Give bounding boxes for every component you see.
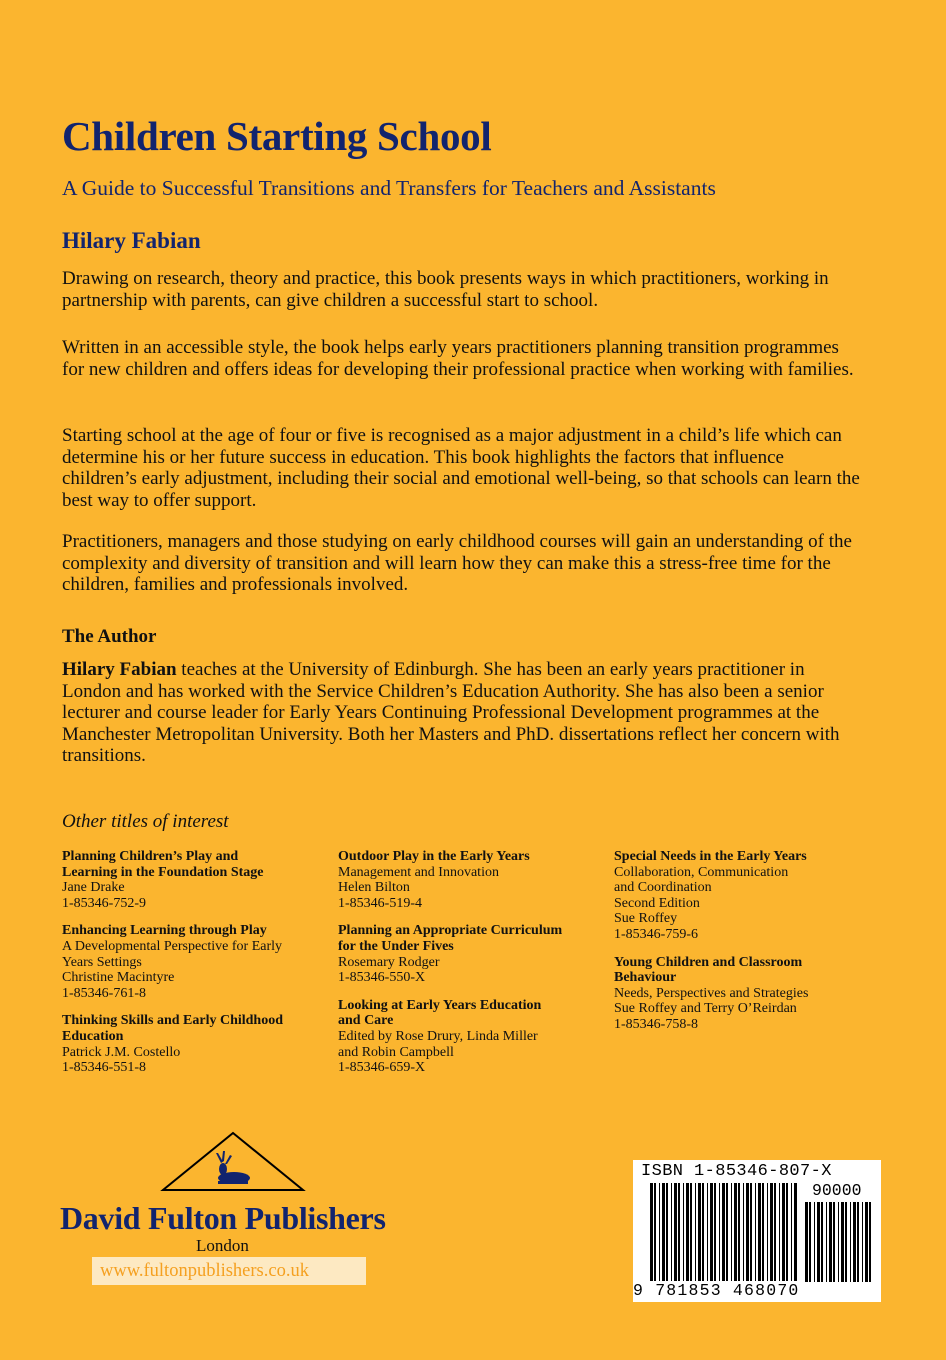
- barcode-bar: [731, 1183, 732, 1281]
- entry-title: Looking at Early Years Education: [338, 997, 542, 1013]
- entry-line: Needs, Perspectives and Strategies: [614, 985, 809, 1001]
- title-entry: [62, 1013, 322, 1075]
- book-subtitle: A Guide to Successful Transitions and Transfers for Teachers and Assistants: [62, 176, 716, 200]
- entry-title: Thinking Skills and Early Childhood: [62, 1013, 283, 1029]
- entry-isbn: 1-85346-761-8: [62, 985, 146, 1001]
- title-entry: [614, 955, 874, 1033]
- barcode-bar: [774, 1183, 776, 1281]
- blurb-paragraph: Starting school at the age of four or five is recognised as a major adjustment in a child’s life which can determine his or her future success in education. This book highlights the factors that influence children’s early adjustment, including their social and emotional well-being, so that schools can learn the best way to offer support.: [62, 425, 860, 511]
- barcode-bar: [702, 1183, 704, 1281]
- barcode-bar: [762, 1183, 764, 1281]
- entry-isbn: 1-85346-758-8: [614, 1016, 698, 1032]
- entry-title: Education: [62, 1028, 124, 1044]
- entry-title: for the Under Fives: [338, 938, 454, 954]
- ean-digits: 9 781853 468070: [633, 1281, 800, 1300]
- barcode-bar: [714, 1183, 716, 1281]
- barcode-bar: [853, 1202, 856, 1282]
- barcode-bar: [786, 1183, 788, 1281]
- entry-title: Learning in the Foundation Stage: [62, 864, 264, 880]
- entry-title: Enhancing Learning through Play: [62, 923, 267, 939]
- entry-title: Outdoor Play in the Early Years: [338, 849, 530, 864]
- isbn-label: ISBN 1-85346-807-X: [641, 1162, 832, 1181]
- barcode-bar: [683, 1183, 684, 1281]
- barcode-bar: [779, 1183, 780, 1281]
- barcode-bar: [654, 1183, 656, 1281]
- barcode-bar: [814, 1202, 815, 1282]
- barcode-bar: [758, 1183, 761, 1281]
- titles-column-2: [338, 849, 598, 1088]
- publisher-deer-logo: [160, 1131, 306, 1193]
- barcode-bar: [678, 1183, 680, 1281]
- barcode-bar: [734, 1183, 737, 1281]
- barcode-bar: [809, 1202, 811, 1282]
- entry-line: Management and Innovation: [338, 864, 499, 880]
- title-entry: [338, 923, 598, 985]
- entry-line: Years Settings: [62, 954, 142, 970]
- barcode-bar: [659, 1183, 660, 1281]
- entry-line: Second Edition: [614, 895, 700, 911]
- barcode-bar: [707, 1183, 708, 1281]
- price-barcode: [805, 1202, 875, 1282]
- barcode-bar: [755, 1183, 756, 1281]
- entry-line: and Robin Campbell: [338, 1044, 454, 1060]
- titles-column-3: [614, 849, 874, 1045]
- entry-isbn: 1-85346-759-6: [614, 926, 698, 942]
- barcode-bar: [710, 1183, 713, 1281]
- book-author: Hilary Fabian: [62, 228, 201, 253]
- barcode-bar: [770, 1183, 773, 1281]
- entry-line: Sue Roffey and Terry O’Reirdan: [614, 1001, 797, 1017]
- barcode-bar: [838, 1202, 839, 1282]
- author-bio: [62, 659, 862, 767]
- barcode-bar: [817, 1202, 820, 1282]
- entry-title: Special Needs in the Early Years: [614, 849, 807, 864]
- entry-title: Planning an Appropriate Curriculum: [338, 923, 563, 939]
- barcode-bar: [726, 1183, 728, 1281]
- barcode-bar: [750, 1183, 752, 1281]
- barcode-bar: [674, 1183, 677, 1281]
- barcode-bar: [690, 1183, 692, 1281]
- entry-line: Patrick J.M. Costello: [62, 1044, 181, 1060]
- entry-title: Young Children and Classroom: [614, 954, 803, 970]
- barcode-bar: [666, 1183, 668, 1281]
- blurb-paragraph: Practitioners, managers and those studying on early childhood courses will gain an understanding of the complexity and diversity of transition and will learn how they can make this a stress-free time for the children, families and professionals involved.: [62, 531, 852, 596]
- entry-line: Christine Macintyre: [62, 970, 175, 986]
- about-author-heading: The Author: [62, 626, 157, 647]
- publisher-url[interactable]: www.fultonpublishers.co.uk: [100, 1261, 309, 1281]
- entry-line: Jane Drake: [62, 880, 125, 896]
- barcode-bar: [869, 1202, 871, 1282]
- barcode-bar: [746, 1183, 749, 1281]
- barcode-bar: [833, 1202, 835, 1282]
- barcode-bar: [826, 1202, 827, 1282]
- title-entry: [62, 849, 322, 911]
- barcode-bar: [850, 1202, 851, 1282]
- entry-isbn: 1-85346-659-X: [338, 1060, 426, 1076]
- title-entry: [338, 849, 598, 911]
- barcode-bar: [829, 1202, 832, 1282]
- publisher-city: London: [196, 1236, 249, 1255]
- entry-line: Rosemary Rodger: [338, 954, 440, 970]
- barcode-bar: [865, 1202, 868, 1282]
- barcode-bar: [743, 1183, 744, 1281]
- title-entry: [614, 849, 874, 943]
- publisher-name: David Fulton Publishers: [60, 1200, 386, 1236]
- entry-line: Helen Bilton: [338, 880, 410, 896]
- barcode-bar: [794, 1183, 797, 1281]
- entry-line: and Coordination: [614, 880, 712, 896]
- ean-barcode: [650, 1183, 798, 1281]
- entry-title: Planning Children’s Play and: [62, 849, 239, 864]
- barcode-bar: [671, 1183, 672, 1281]
- entry-line: Edited by Rose Drury, Linda Miller: [338, 1028, 538, 1044]
- entry-title: and Care: [338, 1013, 394, 1029]
- author-bio-name: Hilary Fabian: [62, 659, 177, 680]
- blurb-paragraph: Drawing on research, theory and practice, this book presents ways in which practitioners, working in partnership with parents, can give children a successful start to school.: [62, 268, 829, 311]
- entry-line: Collaboration, Communication: [614, 864, 789, 880]
- barcode-bar: [662, 1183, 665, 1281]
- barcode-bar: [791, 1183, 792, 1281]
- entry-isbn: 1-85346-752-9: [62, 895, 146, 911]
- barcode-bar: [719, 1183, 720, 1281]
- barcode-bar: [738, 1183, 740, 1281]
- entry-title: Behaviour: [614, 970, 677, 986]
- barcode-bar: [686, 1183, 689, 1281]
- barcode-bar: [722, 1183, 725, 1281]
- barcode-bar: [650, 1183, 653, 1281]
- price-code: 90000: [812, 1181, 862, 1200]
- barcode-bar: [805, 1202, 808, 1282]
- titles-column-1: [62, 849, 322, 1088]
- entry-isbn: 1-85346-550-X: [338, 970, 426, 986]
- title-entry: [62, 923, 322, 1001]
- barcode-bar: [695, 1183, 696, 1281]
- book-title: Children Starting School: [62, 113, 492, 159]
- barcode-bar: [845, 1202, 847, 1282]
- other-titles-heading: Other titles of interest: [62, 811, 229, 832]
- barcode-bar: [857, 1202, 859, 1282]
- blurb-paragraph: Written in an accessible style, the book helps early years practitioners planning transition programmes for new children and offers ideas for developing their professional practice when working with families.: [62, 337, 854, 380]
- entry-line: Sue Roffey: [614, 911, 678, 927]
- barcode-bar: [821, 1202, 823, 1282]
- barcode-bar: [862, 1202, 863, 1282]
- barcode-bar: [767, 1183, 768, 1281]
- entry-isbn: 1-85346-551-8: [62, 1060, 146, 1076]
- entry-line: A Developmental Perspective for Early: [62, 938, 283, 954]
- barcode-bar: [782, 1183, 785, 1281]
- entry-isbn: 1-85346-519-4: [338, 895, 422, 911]
- barcode-bar: [698, 1183, 701, 1281]
- barcode-bar: [841, 1202, 844, 1282]
- author-bio-text: teaches at the University of Edinburgh. She has been an early years practitioner in London and has worked with the Service Children’s Education Authority. She has also been a senior lecturer and course leader for Early Years Continuing Professional Development programmes at the Manchester Metropolitan University. Both her Masters and PhD. dissertations reflect her concern with transitions.: [62, 659, 840, 767]
- title-entry: [338, 998, 598, 1076]
